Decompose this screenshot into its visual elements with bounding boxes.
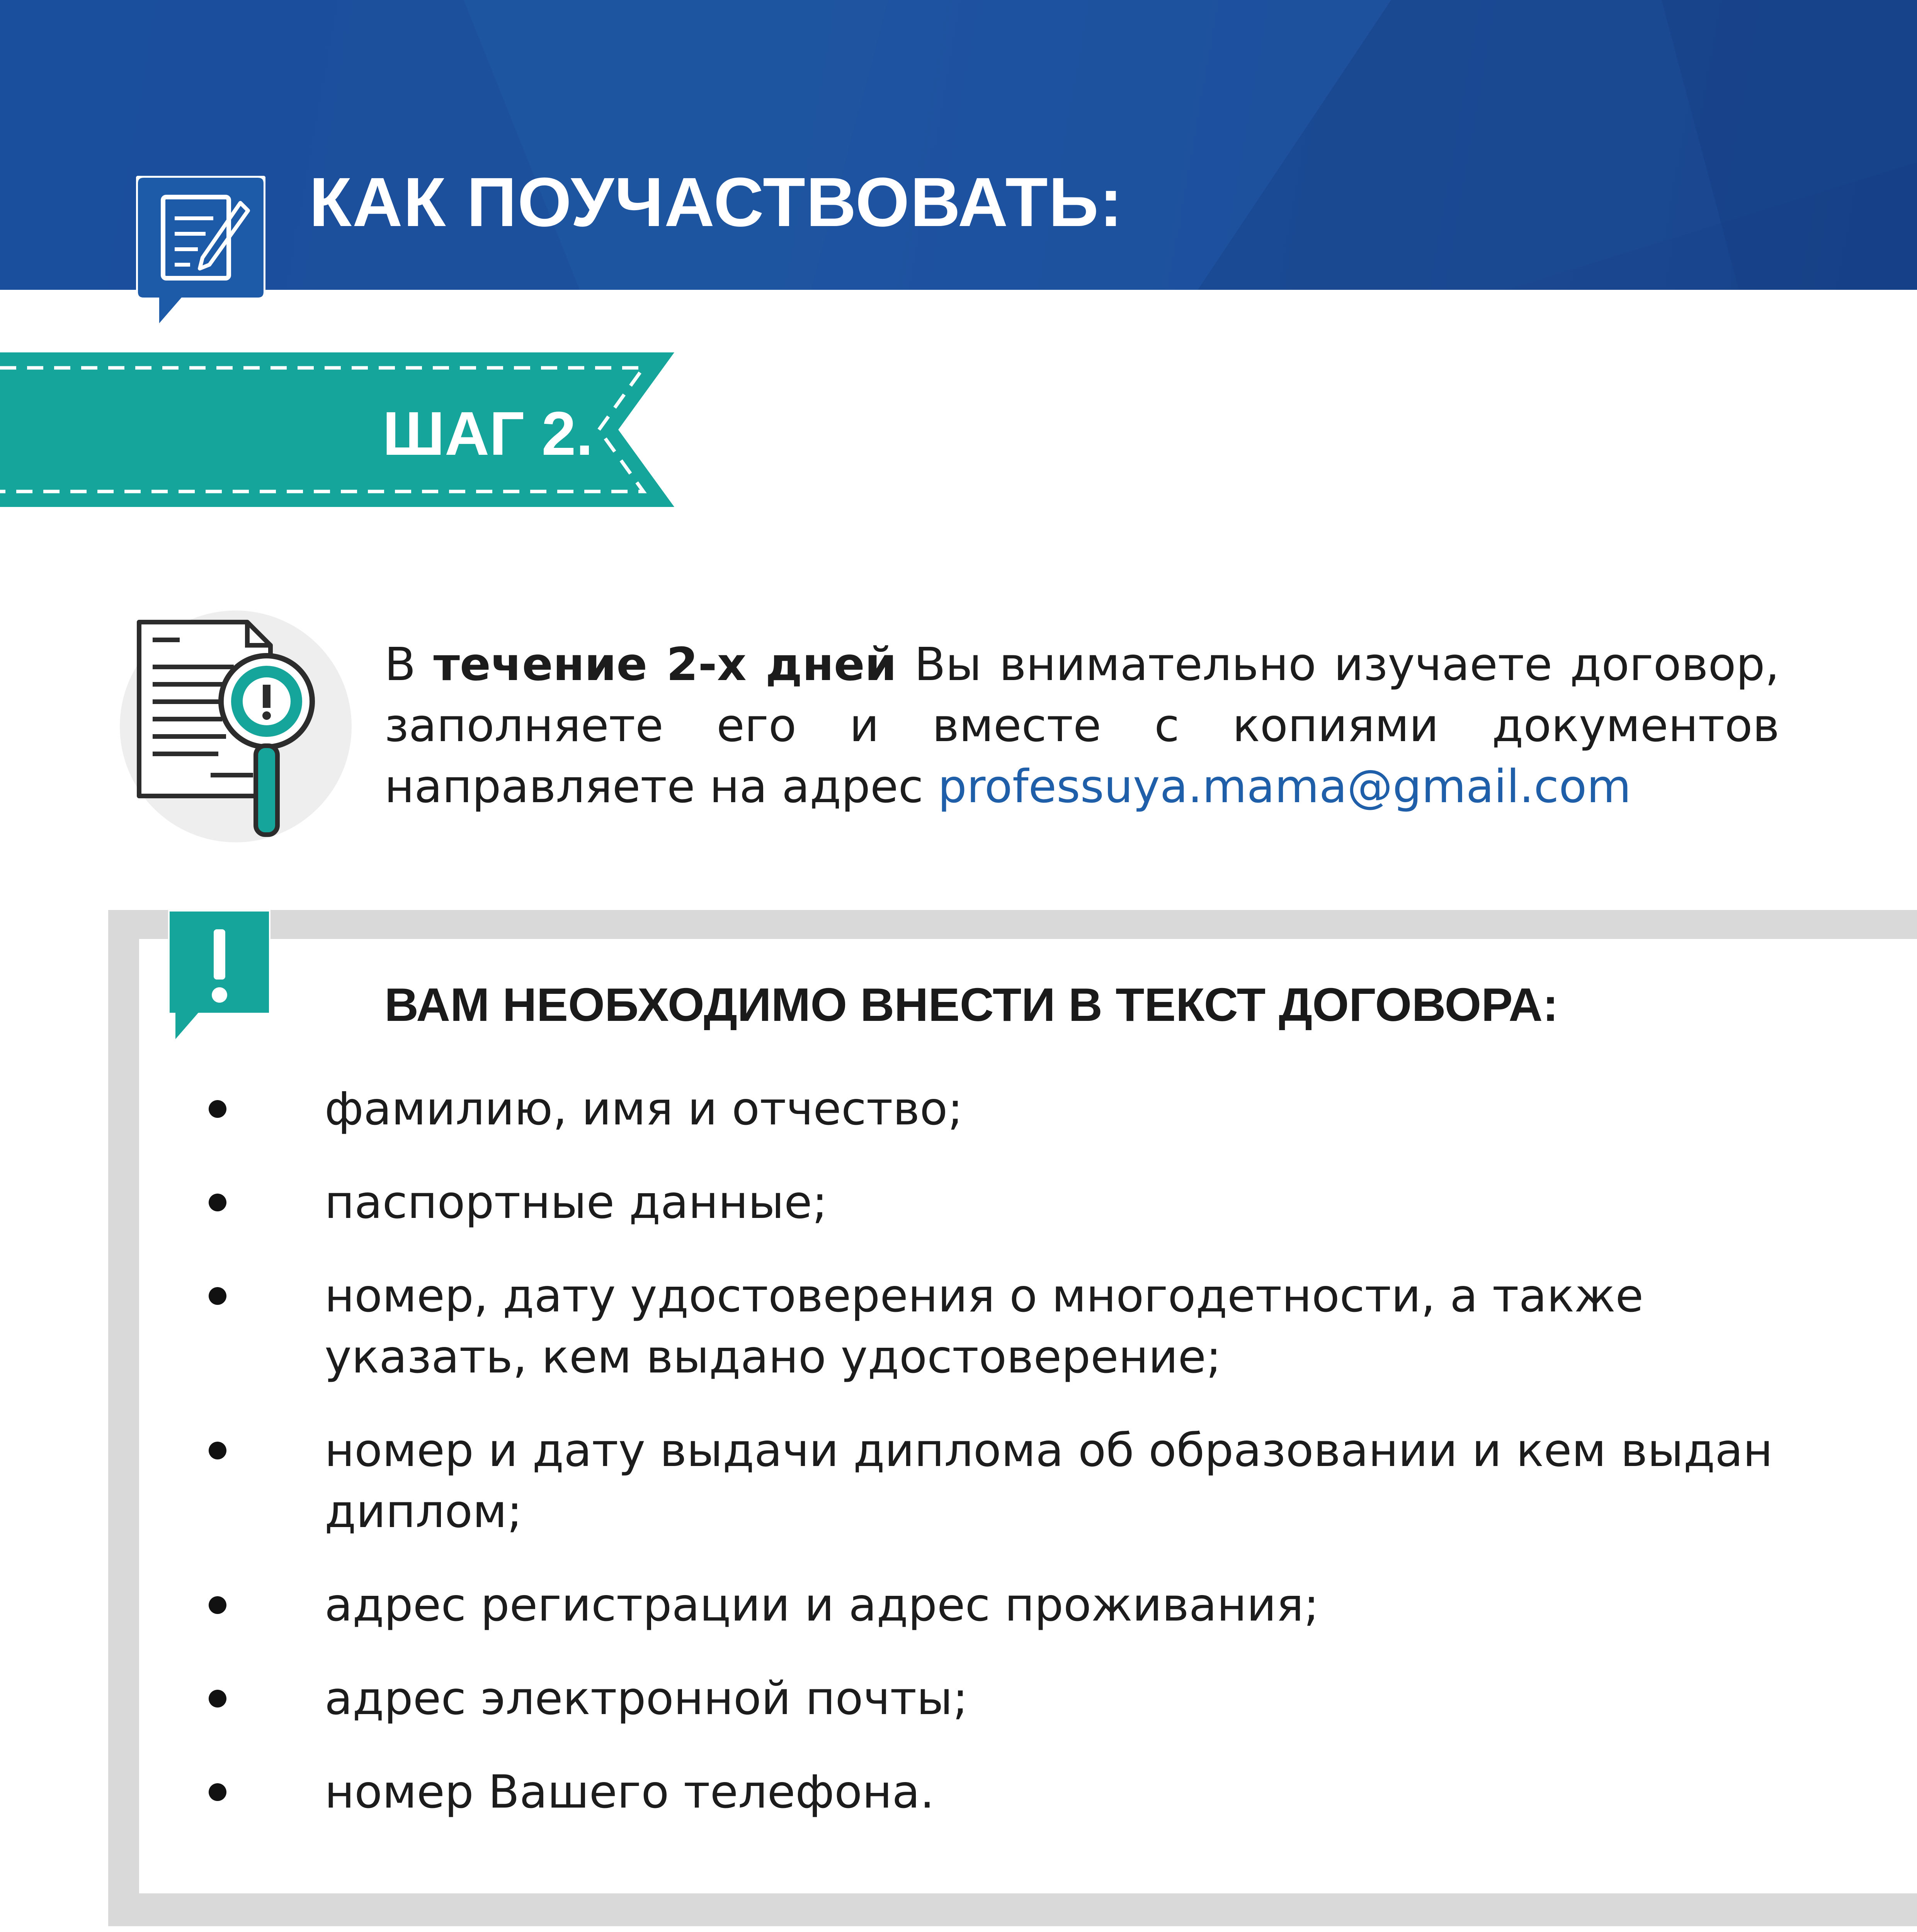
- document-pencil-icon: [136, 176, 265, 328]
- document-magnifier-icon: [116, 611, 356, 842]
- list-item-text: номер и дату выдачи диплома об образовании и кем выдан диплом;: [325, 1423, 1773, 1538]
- intro-paragraph: [384, 634, 1779, 817]
- intro-text-before: В: [384, 638, 434, 691]
- bullet-icon: [209, 1100, 226, 1118]
- bullet-icon: [209, 1783, 226, 1801]
- step-label: ШАГ 2.: [383, 399, 593, 468]
- bullet-icon: [209, 1442, 226, 1459]
- header-banner: [0, 0, 1917, 290]
- bullet-icon: [209, 1194, 226, 1211]
- list-item-text: номер, дату удостоверения о многодетности, а также указать, кем выдано удостоверение;: [325, 1269, 1644, 1383]
- list-item: [201, 1265, 1785, 1387]
- list-item-text: адрес регистрации и адрес проживания;: [325, 1578, 1319, 1631]
- exclamation-badge-icon: [168, 910, 270, 1043]
- requirements-heading: ВАМ НЕОБХОДИМО ВНЕСТИ В ТЕКСТ ДОГОВОРА:: [384, 978, 1558, 1031]
- list-item: [201, 1172, 1785, 1233]
- intro-bold-deadline: течение 2-х дней: [433, 638, 897, 691]
- list-item: [201, 1574, 1785, 1635]
- bullet-icon: [209, 1287, 226, 1305]
- requirements-list: [201, 1078, 1785, 1855]
- list-item: [201, 1761, 1785, 1822]
- list-item: [201, 1420, 1785, 1542]
- page-title: КАК ПОУЧАСТВОВАТЬ:: [309, 163, 1123, 241]
- bullet-icon: [209, 1690, 226, 1708]
- list-item-text: фамилию, имя и отчество;: [325, 1082, 963, 1135]
- intro-text-after: Вы внимательно изучаете договор, заполняете его и вместе с копиями документов направляете на адрес: [384, 638, 1779, 813]
- list-item: [201, 1078, 1785, 1139]
- list-item: [201, 1668, 1785, 1729]
- list-item-text: номер Вашего телефона.: [325, 1765, 935, 1818]
- email-link[interactable]: professuya.mama@gmail.com: [937, 760, 1631, 813]
- bullet-icon: [209, 1596, 226, 1614]
- list-item-text: адрес электронной почты;: [325, 1672, 968, 1725]
- list-item-text: паспортные данные;: [325, 1175, 828, 1229]
- header-background-shapes: [0, 0, 1917, 290]
